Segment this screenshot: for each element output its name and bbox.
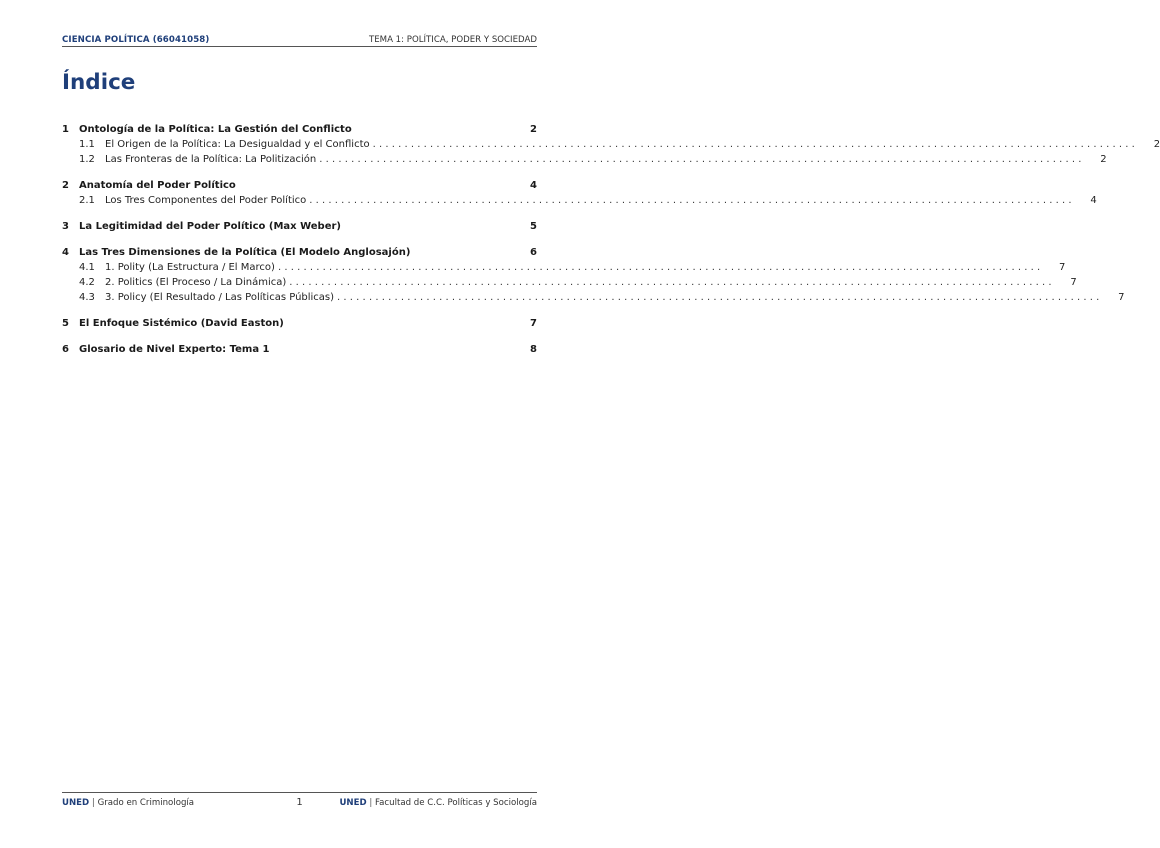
toc-subsection-number: 2.1 bbox=[79, 195, 95, 206]
toc-section-entry[interactable] bbox=[62, 246, 537, 260]
footer-left-brand: UNED bbox=[62, 798, 90, 808]
header-course-title: CIENCIA POLÍTICA (66041058) bbox=[62, 35, 210, 45]
toc-subsection-number: 1.1 bbox=[79, 139, 95, 150]
toc-section-title: Las Tres Dimensiones de la Política (El Modelo Anglosajón) bbox=[79, 247, 411, 258]
toc-section-page: 6 bbox=[530, 247, 537, 258]
toc-subsection-entry[interactable] bbox=[62, 275, 1077, 290]
footer-left-text: Grado en Criminología bbox=[97, 798, 195, 808]
toc-subsection-entry[interactable] bbox=[62, 193, 1097, 208]
toc-section-page: 2 bbox=[530, 124, 537, 135]
toc-section-page: 5 bbox=[530, 221, 537, 232]
toc-section-number: 2 bbox=[62, 180, 69, 191]
toc-spacer bbox=[62, 208, 537, 220]
footer-divider bbox=[62, 792, 537, 793]
toc-spacer bbox=[62, 234, 537, 246]
footer-page-number: 1 bbox=[296, 797, 303, 808]
toc-subsection-entry[interactable] bbox=[62, 290, 1125, 305]
footer-right bbox=[339, 796, 537, 810]
header-divider bbox=[62, 46, 537, 47]
toc-section-number: 4 bbox=[62, 247, 69, 258]
toc-subsection-number: 1.2 bbox=[79, 154, 95, 165]
footer-right-separator: | bbox=[369, 798, 373, 808]
toc-subsection-title: Los Tres Componentes del Poder Político bbox=[105, 195, 307, 206]
page-title: Índice bbox=[62, 70, 136, 95]
toc-section-number: 3 bbox=[62, 221, 69, 232]
toc-section-number: 5 bbox=[62, 318, 69, 329]
toc-section-entry[interactable] bbox=[62, 317, 537, 331]
toc-subsection-title: El Origen de la Política: La Desigualdad y el Conflicto bbox=[105, 139, 370, 150]
table-of-contents bbox=[62, 123, 1160, 357]
toc-section-entry[interactable] bbox=[62, 123, 537, 137]
page-header bbox=[62, 33, 537, 46]
toc-dot-leader: ........................................................................................................................ bbox=[309, 195, 1075, 206]
toc-subsection-number: 4.2 bbox=[79, 277, 95, 288]
toc-subsection-page: 2 bbox=[1100, 154, 1107, 165]
toc-dot-leader: ........................................................................................................................ bbox=[319, 154, 1085, 165]
toc-subsection-title: Las Fronteras de la Política: La Politización bbox=[105, 154, 317, 165]
toc-subsection-entry[interactable] bbox=[62, 137, 1160, 152]
toc-subsection-title: 3. Policy (El Resultado / Las Políticas Públicas) bbox=[105, 292, 335, 303]
toc-subsection-number: 4.1 bbox=[79, 262, 95, 273]
toc-subsection-entry[interactable] bbox=[62, 152, 1107, 167]
toc-dot-leader: ........................................................................................................................ bbox=[372, 139, 1139, 150]
toc-section-page: 8 bbox=[530, 344, 537, 355]
toc-subsection-page: 7 bbox=[1070, 277, 1077, 288]
toc-subsection-entry[interactable] bbox=[62, 260, 1066, 275]
toc-subsection-number: 4.3 bbox=[79, 292, 95, 303]
footer-right-text: Facultad de C.C. Políticas y Sociología bbox=[375, 798, 537, 808]
toc-spacer bbox=[62, 305, 537, 317]
footer-right-brand: UNED bbox=[339, 798, 367, 808]
toc-section-title: Glosario de Nivel Experto: Tema 1 bbox=[79, 344, 270, 355]
toc-subsection-title: 1. Polity (La Estructura / El Marco) bbox=[105, 262, 275, 273]
toc-section-number: 6 bbox=[62, 344, 69, 355]
toc-subsection-page: 7 bbox=[1118, 292, 1125, 303]
toc-subsection-page: 2 bbox=[1153, 139, 1160, 150]
toc-subsection-title: 2. Politics (El Proceso / La Dinámica) bbox=[105, 277, 287, 288]
toc-section-entry[interactable] bbox=[62, 343, 537, 357]
toc-section-title: La Legitimidad del Poder Político (Max Weber) bbox=[79, 221, 341, 232]
toc-dot-leader: ........................................................................................................................ bbox=[277, 262, 1044, 273]
footer-left-separator: | bbox=[91, 798, 95, 808]
toc-section-title: El Enfoque Sistémico (David Easton) bbox=[79, 318, 284, 329]
toc-subsection-page: 7 bbox=[1059, 262, 1066, 273]
toc-section-entry[interactable] bbox=[62, 179, 537, 193]
header-topic-title: TEMA 1: POLÍTICA, PODER Y SOCIEDAD bbox=[368, 35, 537, 45]
toc-section-title: Anatomía del Poder Político bbox=[79, 180, 236, 191]
toc-spacer bbox=[62, 167, 537, 179]
toc-section-number: 1 bbox=[62, 124, 69, 135]
toc-section-title: Ontología de la Política: La Gestión del Conflicto bbox=[79, 124, 352, 135]
toc-dot-leader: ........................................................................................................................ bbox=[289, 277, 1055, 288]
toc-subsection-page: 4 bbox=[1090, 195, 1097, 206]
toc-section-page: 7 bbox=[530, 318, 537, 329]
toc-section-entry[interactable] bbox=[62, 220, 537, 234]
toc-section-page: 4 bbox=[530, 180, 537, 191]
toc-dot-leader: ........................................................................................................................ bbox=[337, 292, 1103, 303]
toc-spacer bbox=[62, 331, 537, 343]
page-footer bbox=[62, 796, 537, 810]
